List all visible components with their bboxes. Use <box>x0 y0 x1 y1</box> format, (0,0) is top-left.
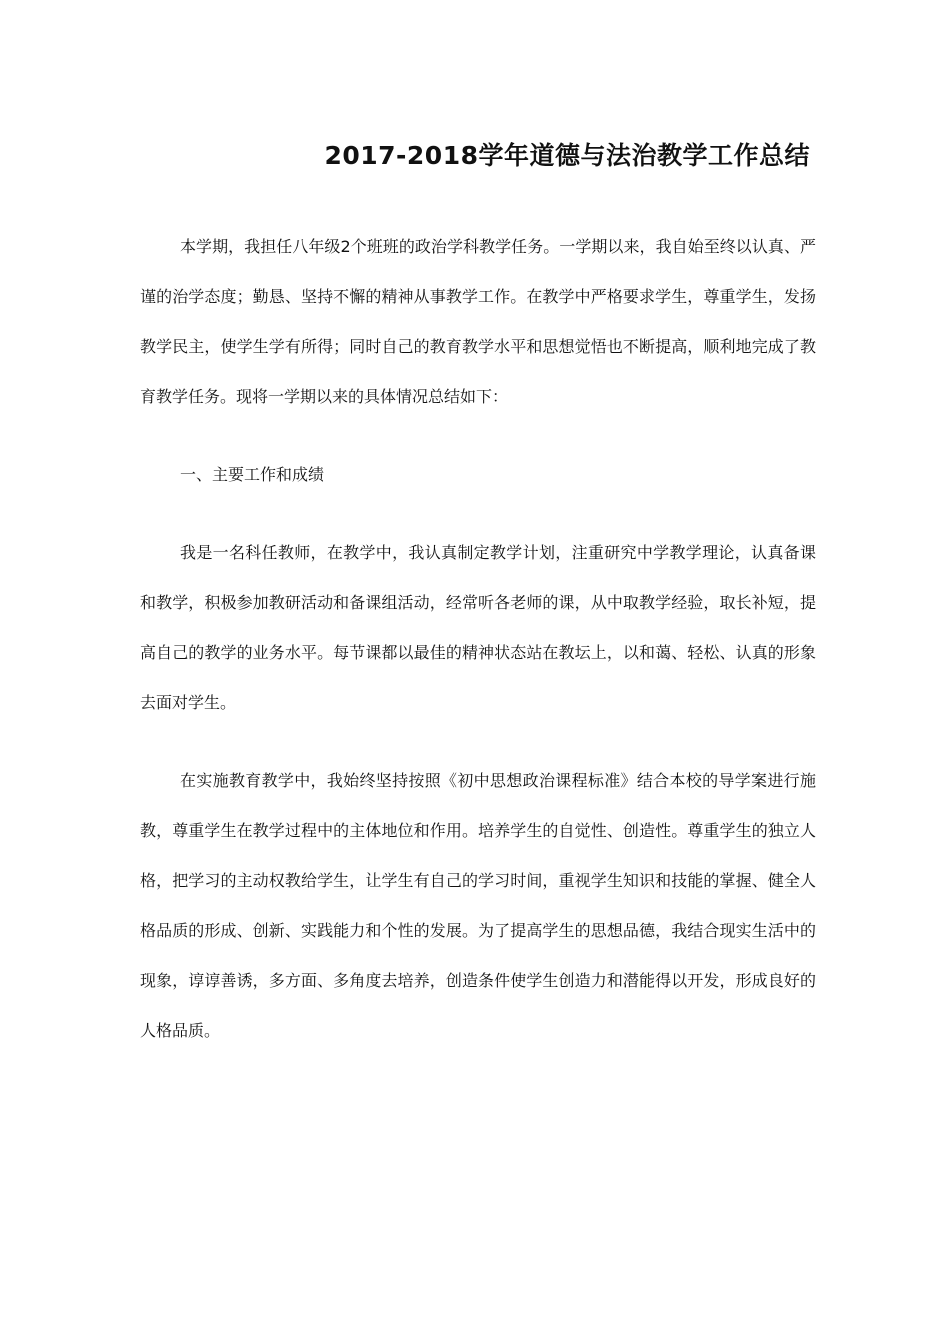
document-title: 2017-2018学年道德与法治教学工作总结 <box>324 141 810 170</box>
body-paragraph-curriculum: 在实施教育教学中，我始终坚持按照《初中思想政治课程标准》结合本校的导学案进行施教，尊重学生在教学过程中的主体地位和作用。培养学生的自觉性、创造性。尊重学生的独立人格，把学习的主动权教给学生，让学生有自己的学习时间，重视学生知识和技能的掌握、健全人格品质的形成、创新、实践能力和个性的发展。为了提高学生的思想品德，我结合现实生活中的现象，谆谆善诱，多方面、多角度去培养，创造条件使学生创造力和潜能得以开发，形成良好的人格品质。 <box>140 771 816 1040</box>
document-body <box>140 222 816 1056</box>
body-paragraph-teaching: 我是一名科任教师，在教学中，我认真制定教学计划，注重研究中学教学理论，认真备课和教学，积极参加教研活动和备课组活动，经常听各老师的课，从中取教学经验，取长补短，提高自己的教学的业务水平。每节课都以最佳的精神状态站在教坛上，以和蔼、轻松、认真的形象去面对学生。 <box>140 543 816 712</box>
intro-paragraph: 本学期，我担任八年级2个班班的政治学科教学任务。一学期以来，我自始至终以认真、严谨的治学态度；勤恳、坚持不懈的精神从事教学工作。在教学中严格要求学生，尊重学生，发扬教学民主，使学生学有所得；同时自己的教育教学水平和思想觉悟也不断提高，顺利地完成了教育教学任务。现将一学期以来的具体情况总结如下： <box>140 237 816 406</box>
section-heading-main-work: 一、主要工作和成绩 <box>180 465 325 484</box>
